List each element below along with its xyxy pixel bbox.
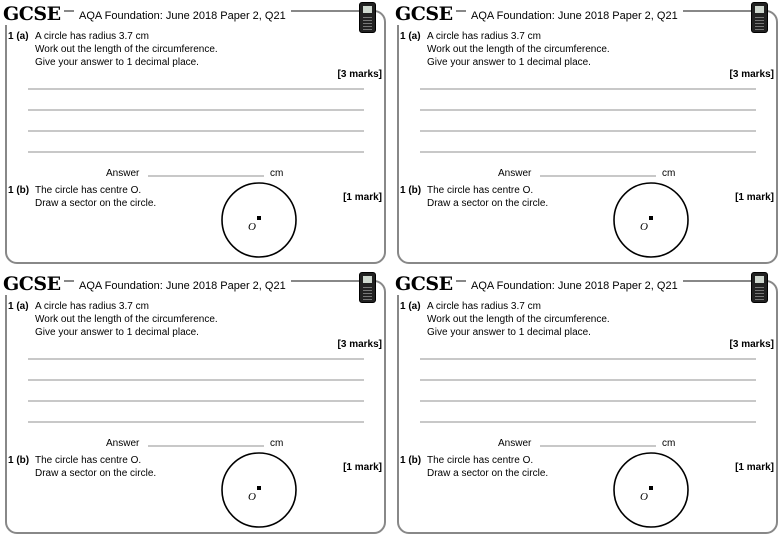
question-text-line: Work out the length of the circumference. [35, 44, 218, 55]
question-text-line: Work out the length of the circumference. [35, 314, 218, 325]
calculator-icon [751, 2, 768, 33]
question-text-line: Draw a sector on the circle. [35, 198, 157, 209]
centre-point [257, 216, 261, 220]
answer-unit: cm [270, 438, 284, 449]
calculator-screen [755, 6, 764, 13]
question-text-line: The circle has centre O. [35, 455, 142, 466]
question-card [392, 270, 780, 540]
answer-label: Answer [498, 438, 532, 449]
working-line[interactable] [420, 379, 756, 381]
circle-diagram[interactable] [613, 182, 691, 260]
gcse-logo: GCSE [2, 273, 64, 295]
working-line[interactable] [28, 400, 364, 402]
working-line[interactable] [28, 151, 364, 153]
working-line[interactable] [28, 130, 364, 132]
working-line[interactable] [420, 400, 756, 402]
question-number-b: 1 (b) [400, 185, 422, 196]
question-text-line: Draw a sector on the circle. [427, 198, 549, 209]
calculator-icon [359, 2, 376, 33]
centre-label: O [248, 491, 256, 503]
answer-input-line[interactable] [540, 445, 656, 447]
calculator-keys [755, 16, 764, 30]
marks-label-a: [3 marks] [729, 339, 774, 350]
question-number-a: 1 (a) [8, 301, 29, 312]
answer-unit: cm [662, 168, 676, 179]
question-text-line: A circle has radius 3.7 cm [35, 301, 149, 312]
answer-unit: cm [270, 168, 284, 179]
centre-label: O [248, 221, 256, 233]
calculator-screen [363, 276, 372, 283]
calculator-keys [363, 286, 372, 300]
working-line[interactable] [28, 379, 364, 381]
question-card [0, 270, 390, 540]
question-number-a: 1 (a) [8, 31, 29, 42]
answer-input-line[interactable] [148, 445, 264, 447]
calculator-screen [755, 276, 764, 283]
question-text-line: The circle has centre O. [427, 455, 534, 466]
calculator-icon [359, 272, 376, 303]
question-text-line: A circle has radius 3.7 cm [35, 31, 149, 42]
question-number-b: 1 (b) [8, 185, 30, 196]
question-text-line: Draw a sector on the circle. [427, 468, 549, 479]
marks-label-b: [1 mark] [735, 192, 774, 203]
circle-diagram[interactable] [221, 452, 299, 530]
circle-diagram[interactable] [221, 182, 299, 260]
answer-label: Answer [498, 168, 532, 179]
answer-unit: cm [662, 438, 676, 449]
question-text-line: Draw a sector on the circle. [35, 468, 157, 479]
centre-label: O [640, 491, 648, 503]
working-line[interactable] [420, 151, 756, 153]
paper-reference: AQA Foundation: June 2018 Paper 2, Q21 [466, 279, 683, 293]
marks-label-b: [1 mark] [343, 192, 382, 203]
working-line[interactable] [420, 88, 756, 90]
calculator-keys [755, 286, 764, 300]
marks-label-b: [1 mark] [735, 462, 774, 473]
gcse-logo: GCSE [2, 3, 64, 25]
working-line[interactable] [420, 421, 756, 423]
question-text-line: Work out the length of the circumference. [427, 44, 610, 55]
question-text-line: Give your answer to 1 decimal place. [427, 327, 591, 338]
working-line[interactable] [420, 130, 756, 132]
working-line[interactable] [28, 421, 364, 423]
answer-label: Answer [106, 168, 140, 179]
question-text-line: Give your answer to 1 decimal place. [427, 57, 591, 68]
question-number-a: 1 (a) [400, 301, 421, 312]
question-text-line: Work out the length of the circumference. [427, 314, 610, 325]
question-text-line: The circle has centre O. [427, 185, 534, 196]
question-number-a: 1 (a) [400, 31, 421, 42]
gcse-logo: GCSE [394, 273, 456, 295]
question-number-b: 1 (b) [8, 455, 30, 466]
question-text-line: A circle has radius 3.7 cm [427, 301, 541, 312]
question-card [392, 0, 780, 270]
working-line[interactable] [28, 88, 364, 90]
calculator-icon [751, 272, 768, 303]
paper-reference: AQA Foundation: June 2018 Paper 2, Q21 [74, 279, 291, 293]
question-text-line: Give your answer to 1 decimal place. [35, 57, 199, 68]
marks-label-b: [1 mark] [343, 462, 382, 473]
gcse-logo: GCSE [394, 3, 456, 25]
question-number-b: 1 (b) [400, 455, 422, 466]
answer-input-line[interactable] [148, 175, 264, 177]
paper-reference: AQA Foundation: June 2018 Paper 2, Q21 [466, 9, 683, 23]
answer-input-line[interactable] [540, 175, 656, 177]
paper-reference: AQA Foundation: June 2018 Paper 2, Q21 [74, 9, 291, 23]
answer-label: Answer [106, 438, 140, 449]
circle-diagram[interactable] [613, 452, 691, 530]
centre-label: O [640, 221, 648, 233]
working-line[interactable] [28, 109, 364, 111]
centre-point [649, 486, 653, 490]
centre-point [649, 216, 653, 220]
working-line[interactable] [420, 109, 756, 111]
centre-point [257, 486, 261, 490]
calculator-keys [363, 16, 372, 30]
question-text-line: Give your answer to 1 decimal place. [35, 327, 199, 338]
working-line[interactable] [420, 358, 756, 360]
question-text-line: A circle has radius 3.7 cm [427, 31, 541, 42]
question-card [0, 0, 390, 270]
working-line[interactable] [28, 358, 364, 360]
question-text-line: The circle has centre O. [35, 185, 142, 196]
calculator-screen [363, 6, 372, 13]
marks-label-a: [3 marks] [729, 69, 774, 80]
marks-label-a: [3 marks] [337, 69, 382, 80]
marks-label-a: [3 marks] [337, 339, 382, 350]
